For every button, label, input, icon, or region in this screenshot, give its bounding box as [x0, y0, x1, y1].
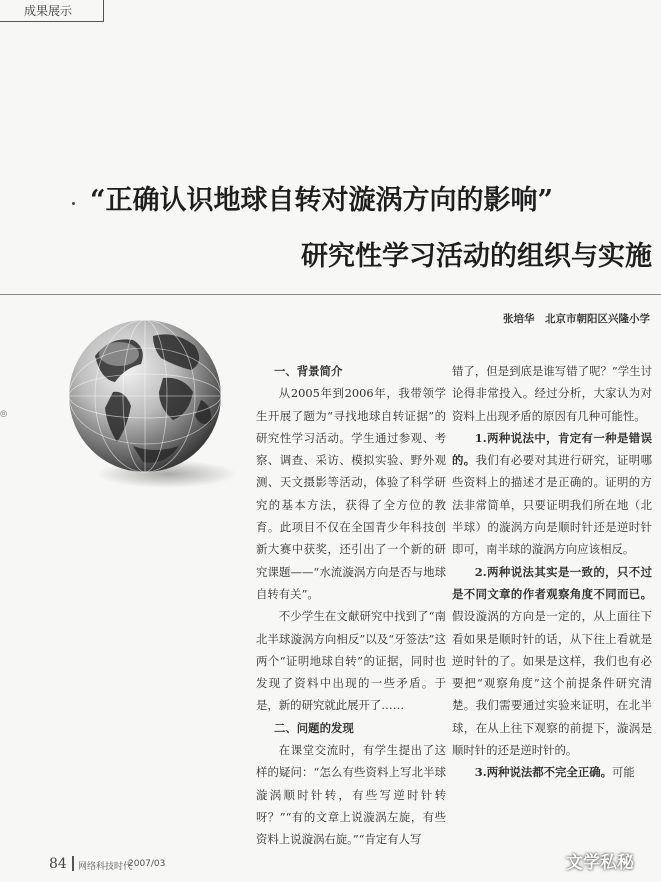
title-divider	[0, 294, 661, 295]
numbered-text-1: 我们有必要对其进行研究，证明哪些资料上的描述才是正确的。证明的方法非常简单，只要证明我们所在地（北半球）的漩涡方向是顺时针还是逆时针即可，南半球的漩涡方向应该相反。	[452, 453, 652, 557]
paragraph: 在课堂交流时，有学生提出了这样的疑问：“怎么有些资料上写北半球漩涡顺时针转，有些写逆时针转呀？”“有的文章上说漩涡左旋，有些资料上说漩涡右旋。”“肯定有人写	[256, 743, 446, 847]
article-title-line2: 研究性学习活动的组织与实施	[301, 241, 652, 272]
footer-divider	[72, 856, 74, 871]
article-title-line1: “正确认识地球自转对漩涡方向的影响”	[90, 185, 554, 216]
decorative-dot	[72, 202, 75, 205]
numbered-paragraph-1	[452, 427, 652, 561]
paragraph: 不少学生在文献研究中找到了“南北半球漩涡方向相反”以及“牙签法”这两个“证明地球自转”的证据，同时也发现了资料中出现的一些矛盾。于是，新的研究就此展开了……	[256, 609, 446, 713]
numbered-text-3: 可能	[612, 765, 635, 780]
section-tab: 成果展示	[0, 0, 104, 22]
numbered-paragraph-3	[452, 761, 652, 783]
globe-icon	[55, 296, 241, 496]
page-number: 84	[49, 856, 67, 872]
text-column-right	[452, 360, 652, 784]
numbered-point-1: 1.两种说法中，肯定有一种是错误的。	[452, 430, 652, 468]
author-byline: 张培华 北京市朝阳区兴隆小学	[503, 313, 650, 325]
section-heading-problem: 二、问题的发现	[274, 720, 354, 735]
issue-date: 2007/03	[128, 859, 166, 869]
section-heading-background: 一、背景简介	[274, 364, 343, 378]
paragraph-continued: 错了，但是到底是谁写错了呢？”学生讨论得非常投入。经过分析，大家认为对资料上出现矛盾的原因有几种可能性。	[452, 364, 652, 423]
page-edge-mark: ⦾	[0, 410, 8, 420]
journal-name: 网络科技时代	[78, 862, 133, 872]
numbered-text-2: 假设漩涡的方向是一定的，从上面往下看如果是顺时针的话，从下往上看就是逆时针的了。如果是这样，我们也有必要把“观察角度”这个前提条件研究清楚。我们需要通过实验来证明，在北半球，在从上往下观察的前提下，漩涡是顺时针的还是逆时针的。	[452, 609, 652, 758]
numbered-point-2: 2.两种说法其实是一致的，只不过是不同文章的作者观察角度不同而已。	[452, 564, 652, 601]
numbered-paragraph-2	[452, 561, 652, 762]
globe-illustration	[55, 296, 241, 496]
watermark: 文学私秘	[566, 853, 634, 873]
text-column-left	[256, 360, 446, 851]
paragraph: 从2005年到2006年，我带领学生开展了题为“寻找地球自转证据”的研究性学习活动。学生通过参观、考察、调查、采访、模拟实验、野外观测、天文摄影等活动，体验了科学研究的基本方法，获得了全方位的教育。此项目不仅在全国青少年科技创新大赛中获奖，还引出了一个新的研究课题——“水流漩涡方向是否与地球自转有关”。	[256, 386, 446, 601]
numbered-point-3: 3.两种说法都不完全正确。	[474, 765, 612, 780]
